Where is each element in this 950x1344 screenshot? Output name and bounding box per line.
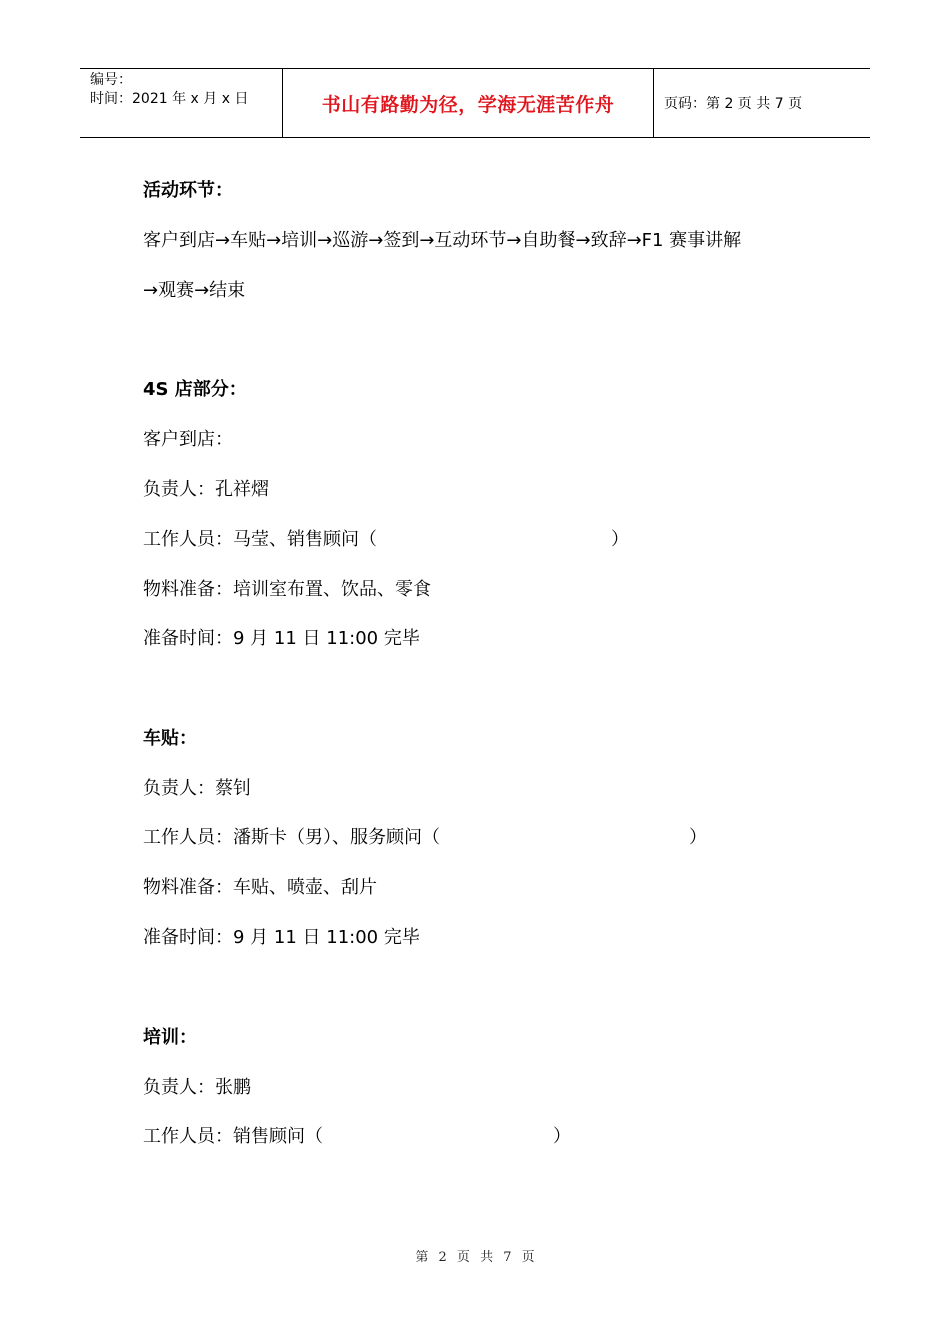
header-left-cell: [80, 69, 282, 137]
store-staff-close: ）: [611, 529, 629, 550]
section-title-training: 培训：: [143, 1027, 197, 1048]
section-title-store: 4S 店部分：: [143, 379, 247, 400]
store-materials: 物料准备：培训室布置、饮品、零食: [143, 579, 431, 600]
page-header: [80, 68, 870, 138]
section-title-sticker: 车贴：: [143, 728, 197, 749]
activity-flow-line2: →观赛→结束: [143, 280, 246, 301]
training-staff: [143, 1122, 571, 1148]
store-staff-text: 工作人员：马莹、销售顾问（: [143, 529, 377, 550]
number-label: 编号：: [90, 72, 132, 88]
sticker-staff: [143, 823, 707, 849]
activity-flow-line1: 客户到店→车贴→培训→巡游→签到→互动环节→自助餐→致辞→F1 赛事讲解: [143, 230, 742, 251]
sticker-staff-text: 工作人员：潘斯卡（男）、服务顾问（: [143, 827, 440, 848]
date-label: 时间：2021 年 x 月 x 日: [90, 91, 249, 107]
footer-gong: 共: [480, 1250, 494, 1265]
sticker-materials: 物料准备：车贴、喷壶、刮片: [143, 877, 377, 898]
store-arrival: 客户到店：: [143, 429, 233, 450]
training-staff-close: ）: [553, 1126, 571, 1147]
training-staff-text: 工作人员：销售顾问（: [143, 1126, 323, 1147]
section-title-activity: 活动环节：: [143, 180, 233, 201]
motto-text: 书山有路勤为径，学海无涯苦作舟: [321, 93, 615, 116]
store-staff: [143, 525, 629, 551]
footer-di: 第: [415, 1250, 429, 1265]
sticker-prep-time: 准备时间：9 月 11 日 11:00 完毕: [143, 927, 420, 948]
footer-ye-2: 页: [521, 1250, 535, 1265]
footer-ye: 页: [456, 1250, 470, 1265]
sticker-owner: 负责人：蔡钊: [143, 778, 251, 799]
page-footer: [0, 1246, 950, 1265]
header-motto-cell: [282, 69, 654, 137]
training-owner: 负责人：张鹏: [143, 1077, 251, 1098]
page-code: 页码：第 2 页 共 7 页: [664, 96, 803, 112]
store-owner: 负责人：孔祥熠: [143, 479, 269, 500]
footer-page-number: 2: [438, 1250, 447, 1265]
footer-total-pages: 7: [503, 1250, 512, 1265]
store-prep-time: 准备时间：9 月 11 日 11:00 完毕: [143, 628, 420, 649]
header-page-cell: [654, 69, 870, 137]
sticker-staff-close: ）: [689, 827, 707, 848]
